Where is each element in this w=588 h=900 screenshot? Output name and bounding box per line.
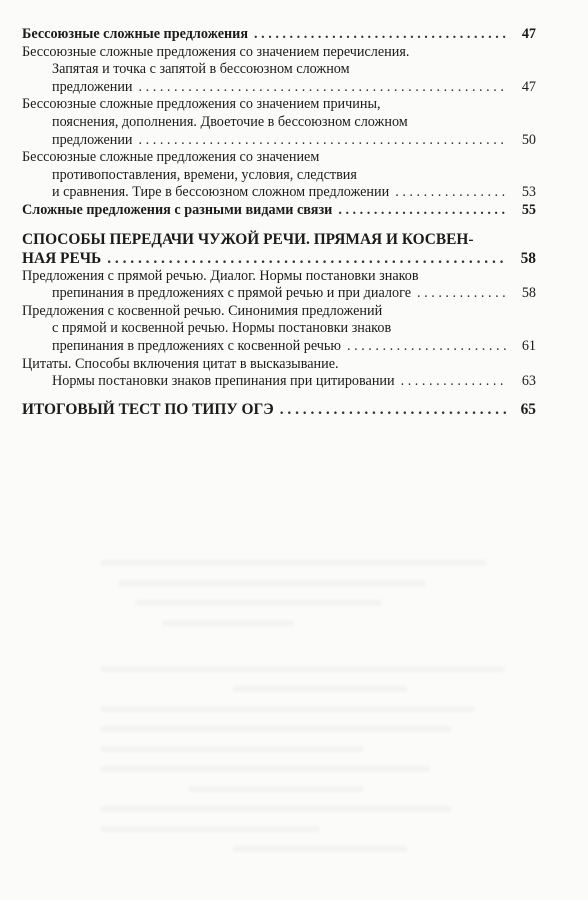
toc-page-number: 47 [521, 26, 536, 42]
toc-entry-line: пояснения, дополнения. Двоеточие в бессоюзном сложном [52, 113, 408, 130]
toc-entry[interactable] [22, 303, 536, 356]
leader-dots [107, 249, 508, 268]
toc-entry[interactable] [22, 44, 536, 97]
toc-page-number: 50 [521, 131, 536, 148]
section-spacer [22, 391, 536, 400]
toc-page-number: 58 [521, 285, 536, 302]
toc-entry-line [22, 202, 536, 220]
table-of-contents [22, 26, 536, 419]
toc-page-number: 47 [521, 78, 536, 95]
toc-entry-line: с прямой и косвенной речью. Нормы постановки знаков [52, 320, 392, 337]
toc-entry-line: СПОСОБЫ ПЕРЕДАЧИ ЧУЖОЙ РЕЧИ. ПРЯМАЯ И КОСВЕН- [22, 230, 474, 248]
toc-entry-line: Бессоюзные сложные предложения со значением причины, [22, 96, 381, 113]
leader-dots [254, 26, 508, 44]
toc-entry-line: Бессоюзные сложные предложения со значением [22, 149, 320, 166]
toc-entry-title: препинания в предложениях с косвенной речью [52, 337, 341, 354]
toc-entry-title: предложении [52, 131, 133, 148]
toc-entry-line [22, 338, 536, 356]
toc-entry-title: НАЯ РЕЧЬ [22, 249, 102, 267]
toc-page-number: 63 [521, 373, 536, 390]
toc-entry[interactable] [22, 149, 536, 202]
section-spacer [22, 220, 536, 230]
toc-entry-title: и сравнения. Тире в бессоюзном сложном предложении [52, 184, 390, 201]
leader-dots [139, 132, 508, 150]
toc-entry-title: предложении [52, 78, 133, 95]
toc-entry-line: Предложения с прямой речью. Диалог. Нормы постановки знаков [22, 267, 419, 284]
toc-page-number: 53 [521, 184, 536, 201]
toc-page-number: 65 [520, 400, 536, 418]
toc-entry[interactable] [22, 26, 536, 44]
toc-entry-line [22, 132, 536, 150]
toc-entry-title: Бессоюзные сложные предложения [22, 26, 249, 42]
toc-entry-title: Сложные предложения с разными видами связи [22, 201, 333, 218]
toc-page-number: 58 [520, 249, 536, 267]
leader-dots [280, 400, 508, 419]
toc-entry-line: Предложения с косвенной речью. Синонимия предложений [22, 302, 383, 319]
toc-entry-line [22, 249, 536, 268]
toc-entry[interactable] [22, 356, 536, 391]
toc-entry-line: противопоставления, времени, условия, следствия [52, 166, 357, 183]
toc-entry-line: Цитаты. Способы включения цитат в высказывание. [22, 355, 339, 372]
toc-entry[interactable] [22, 96, 536, 149]
toc-entry-line [22, 79, 536, 97]
toc-entry-title: ИТОГОВЫЙ ТЕСТ ПО ТИПУ ОГЭ [22, 400, 274, 418]
toc-page-number: 61 [521, 337, 536, 354]
toc-entry[interactable] [22, 268, 536, 303]
leader-dots [338, 202, 508, 220]
show-through-background [100, 560, 540, 890]
toc-entry-line [22, 400, 536, 419]
leader-dots [139, 79, 508, 97]
toc-entry-title: препинания в предложениях с прямой речью и при диалоге [52, 285, 412, 302]
toc-entry[interactable] [22, 202, 536, 220]
toc-entry-line [22, 184, 536, 202]
leader-dots [395, 184, 508, 202]
toc-page-number: 55 [521, 201, 536, 218]
toc-section-heading[interactable] [22, 400, 536, 419]
leader-dots [347, 338, 508, 356]
toc-entry-line: Бессоюзные сложные предложения со значением перечисления. [22, 43, 410, 60]
toc-section-heading[interactable] [22, 230, 536, 268]
toc-entry-line: Запятая и точка с запятой в бессоюзном сложном [52, 61, 350, 78]
leader-dots [417, 285, 508, 303]
toc-entry-line [22, 285, 536, 303]
toc-entry-line [22, 26, 536, 44]
toc-entry-line [22, 373, 536, 391]
toc-entry-title: Нормы постановки знаков препинания при цитировании [52, 373, 395, 390]
leader-dots [401, 373, 508, 391]
